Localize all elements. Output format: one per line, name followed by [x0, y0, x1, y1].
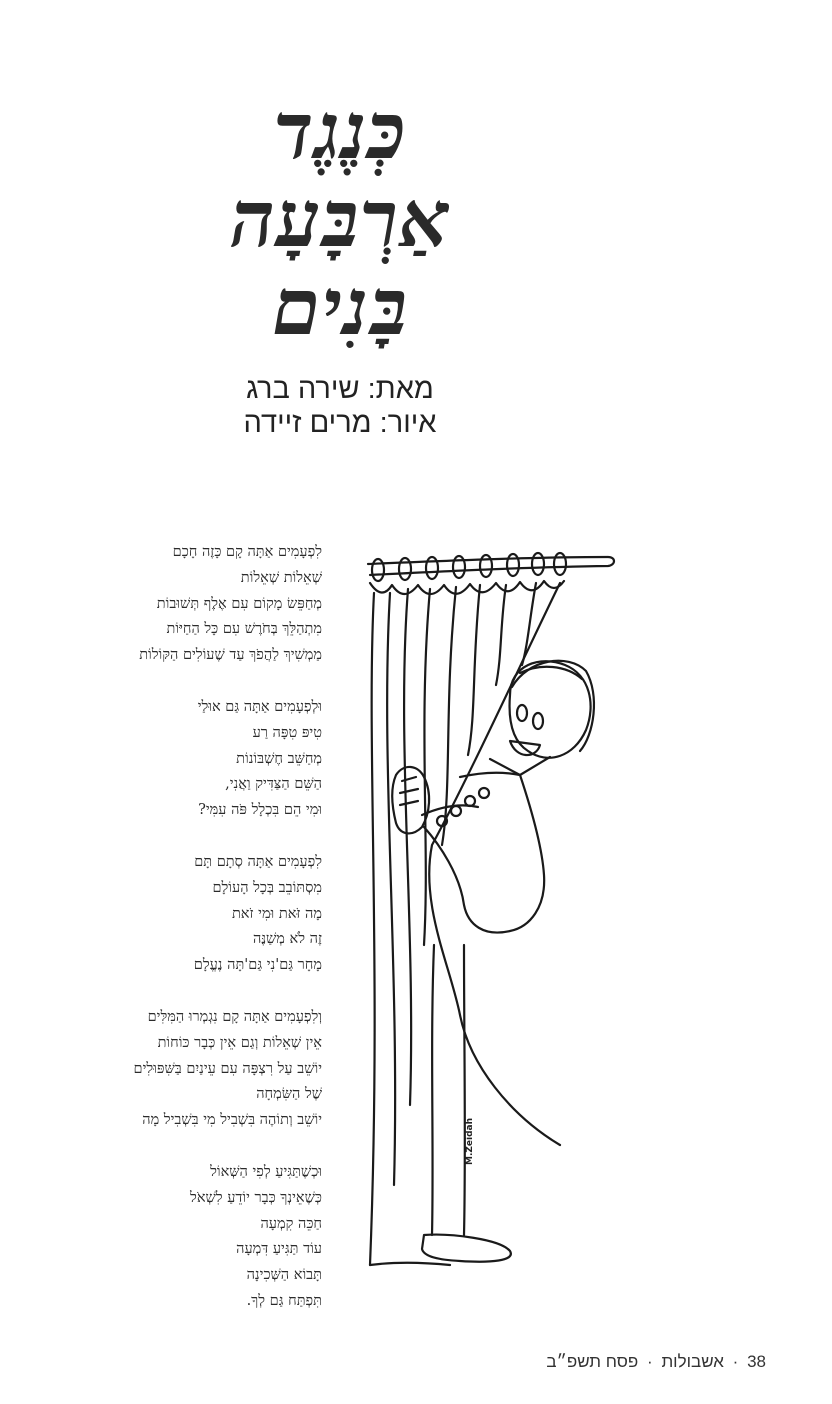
verse-line: שֶׁל הַשִּׂמְחָה — [256, 1086, 322, 1103]
page-number: 38 — [747, 1352, 766, 1371]
left-eye — [517, 705, 527, 721]
curtain-edge — [370, 1263, 450, 1265]
stanza-1 — [60, 540, 322, 669]
verse-line: וּכְשֶׁתַּגִּיעַ לְפִי הַשְּׁאוֹל — [210, 1163, 322, 1180]
dress — [424, 773, 544, 933]
verse-line: וְלִפְעָמִים אַתָּה קָם נִגְמְרוּ הַמִּלִּים — [147, 1008, 322, 1025]
verse-line: לִפְעָמִים אַתָּה סְתָם תָּם — [194, 853, 322, 870]
issue-name: פסח תשפ״ב — [546, 1352, 639, 1371]
verse-line: מְחַשֵּׁב חֶשְׁבּוֹנוֹת — [236, 750, 322, 767]
curtain-fold — [496, 585, 506, 685]
verse-line: יוֹשֵׁב עַל רִצְפָּה עִם עֵינַיִם בַּשִּׁפּוּלִים — [133, 1060, 322, 1077]
title-line-3: בָּנִים — [271, 262, 409, 353]
verse-line: תִּפְתַּח גַּם לְךָ. — [246, 1292, 322, 1309]
verse-line: חַכֵּה קִמְעָה — [260, 1215, 322, 1232]
verse-line: כְּשֶׁאֵינְךָ כְּבָר יוֹדֵעַ לִשְׁאֹל — [190, 1189, 322, 1206]
title-line-2: אַרְבָּעָה — [230, 174, 450, 265]
stanza-2 — [60, 695, 322, 824]
verse-line: טִיפּ טִפָּה רַע — [252, 724, 322, 741]
title-line-1: כְּנֶגֶד — [273, 86, 407, 177]
curtain-fold — [522, 583, 536, 665]
curtain-fold — [404, 589, 411, 1105]
finger — [400, 789, 418, 793]
page-footer — [546, 1352, 766, 1372]
footer-separator: · — [647, 1352, 653, 1371]
illustrator-signature: M.Zeidah — [465, 1117, 475, 1165]
verse-line: מְחַפֵּשׂ מָקוֹם עִם אֶלֶף תְּשׁוּבוֹת — [156, 595, 322, 612]
stanza-3 — [60, 850, 322, 979]
curtain-fold — [370, 593, 375, 1265]
stanza-4 — [60, 1005, 322, 1134]
verse-line: וּמִי הֵם בִּכְלָל פֹּה עִמִּי? — [198, 802, 322, 819]
verse-line: מִתְהַלֵּךְ בְּחֹרֶשׁ עִם כָּל הַחַיּוֹת — [166, 621, 322, 638]
button — [479, 788, 489, 798]
verse-line: אֵין שְׁאֵלוֹת וְגַם אֵין כְּבָר כּוֹחוֹת — [157, 1034, 322, 1051]
leg — [464, 945, 465, 1235]
poem-title — [160, 88, 520, 352]
button — [465, 796, 475, 806]
curtain-peek-illustration — [360, 545, 630, 1275]
curtain-fold — [468, 585, 480, 755]
hand — [392, 767, 429, 833]
button — [451, 806, 461, 816]
verse-line: עוֹד תַּגִּיעַ דִּמְעָה — [236, 1241, 322, 1258]
shoe — [422, 1235, 511, 1262]
finger — [400, 801, 418, 805]
verse-line: יוֹשֵׁב וְתוֹהֶה בִּשְׁבִיל מִי בִּשְׁבִיל מָה — [142, 1112, 322, 1129]
credits — [200, 372, 480, 440]
verse-line: מָחָר גַּם'נִי גַּם'תָּה נֶעֱלָם — [193, 957, 322, 974]
author-credit: מאת: שירה ברג — [246, 373, 434, 405]
leg — [432, 945, 434, 1235]
verse-line: זֶה לֹא מְשַׁנֶּה — [252, 931, 322, 948]
verse-line: לִפְעָמִים אַתָּה קָם כָּזֶה חָכָם — [172, 544, 322, 560]
verse-line: מָה זֹּאת וּמִי זֹאת — [231, 905, 322, 922]
poem-body — [60, 540, 322, 1341]
verse-line: וּלְפְעָמִים אַתָּה גַּם אוּלַי — [197, 698, 322, 715]
illustrator-credit: איור: מרים זיידה — [243, 407, 437, 439]
curtain-fold — [387, 593, 395, 1185]
verse-line: מַמְשִׁיךְ לַהֲפֹךְ עַד שֶׁעוֹלִים הַקּוֹלוֹת — [139, 647, 322, 664]
right-eye — [533, 713, 543, 729]
footer-separator: · — [732, 1352, 739, 1371]
verse-line: שְׁאֵלוֹת שְׁאֵלוֹת — [240, 569, 322, 586]
magazine-name: אשבולות — [661, 1352, 724, 1371]
verse-line: מִסְתּוֹבֵב בְּכָל הָעוֹלָם — [212, 879, 322, 896]
verse-line: תָּבוֹא הַשְּׁכִינָה — [246, 1267, 322, 1284]
stanza-5 — [60, 1160, 322, 1315]
verse-line: הַשֵּׁם הַצַּדִּיק וַאֲנִי, — [225, 776, 322, 793]
